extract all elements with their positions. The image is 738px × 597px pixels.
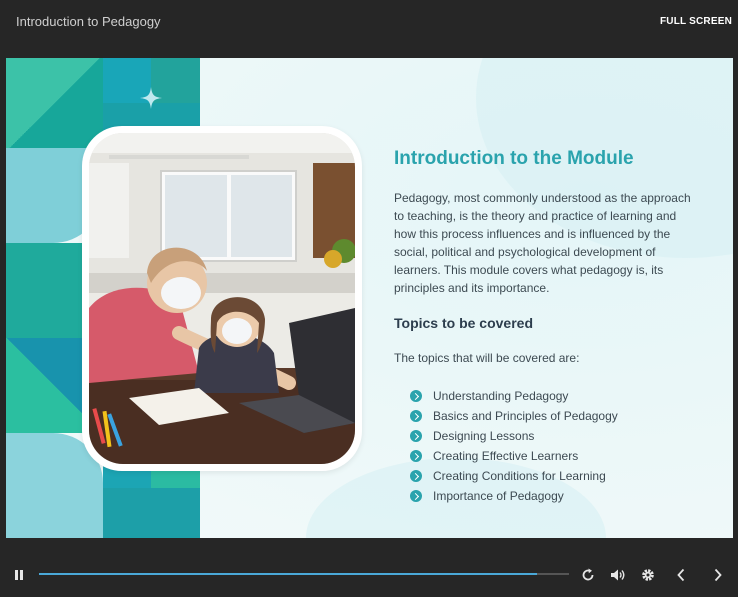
- topic-label: Designing Lessons: [433, 429, 535, 443]
- check-bullet-icon: [410, 410, 422, 422]
- module-intro: Pedagogy, most commonly understood as the approach to teaching, is the theory and practice of learning and how this process influences and is influenced by the social, political and psychological development of learners. This module covers what pedagogy is, its principles and its importance.: [394, 191, 691, 295]
- topic-label: Understanding Pedagogy: [433, 389, 569, 403]
- topic-label: Creating Conditions for Learning: [433, 469, 606, 483]
- list-item: [410, 466, 618, 486]
- list-item: [410, 486, 618, 506]
- settings-button[interactable]: [638, 565, 658, 585]
- replay-icon: [581, 568, 595, 582]
- check-bullet-icon: [410, 490, 422, 502]
- previous-button[interactable]: [671, 565, 691, 585]
- module-title: Introduction to the Module: [394, 148, 634, 169]
- list-item: [410, 406, 618, 426]
- list-item: [410, 426, 618, 446]
- check-bullet-icon: [410, 470, 422, 482]
- full-screen-button[interactable]: FULL SCREEN: [659, 16, 732, 27]
- slide: [6, 58, 733, 538]
- progress-fill: [39, 573, 537, 575]
- player-controls: [0, 555, 738, 597]
- settings-icon: [641, 568, 655, 582]
- course-title: Introduction to Pedagogy: [16, 14, 161, 29]
- replay-button[interactable]: [578, 565, 598, 585]
- previous-icon: [676, 568, 686, 582]
- topics-heading: Topics to be covered: [394, 315, 533, 331]
- next-button[interactable]: [708, 565, 728, 585]
- topic-label: Basics and Principles of Pedagogy: [433, 409, 618, 423]
- topics-lead: The topics that will be covered are:: [394, 351, 580, 365]
- next-icon: [713, 568, 723, 582]
- topic-label: Importance of Pedagogy: [433, 489, 564, 503]
- check-bullet-icon: [410, 390, 422, 402]
- lesson-photo: [89, 133, 355, 464]
- progress-bar[interactable]: [39, 573, 569, 575]
- topic-list: [410, 386, 618, 506]
- list-item: [410, 386, 618, 406]
- topic-label: Creating Effective Learners: [433, 449, 579, 463]
- volume-icon: [610, 568, 626, 582]
- check-bullet-icon: [410, 430, 422, 442]
- volume-button[interactable]: [608, 565, 628, 585]
- list-item: [410, 446, 618, 466]
- pause-button[interactable]: [9, 565, 29, 585]
- check-bullet-icon: [410, 450, 422, 462]
- photo-frame: [82, 126, 362, 471]
- top-bar: [0, 0, 738, 46]
- pause-icon: [13, 569, 25, 581]
- sparkle-icon: [140, 87, 162, 109]
